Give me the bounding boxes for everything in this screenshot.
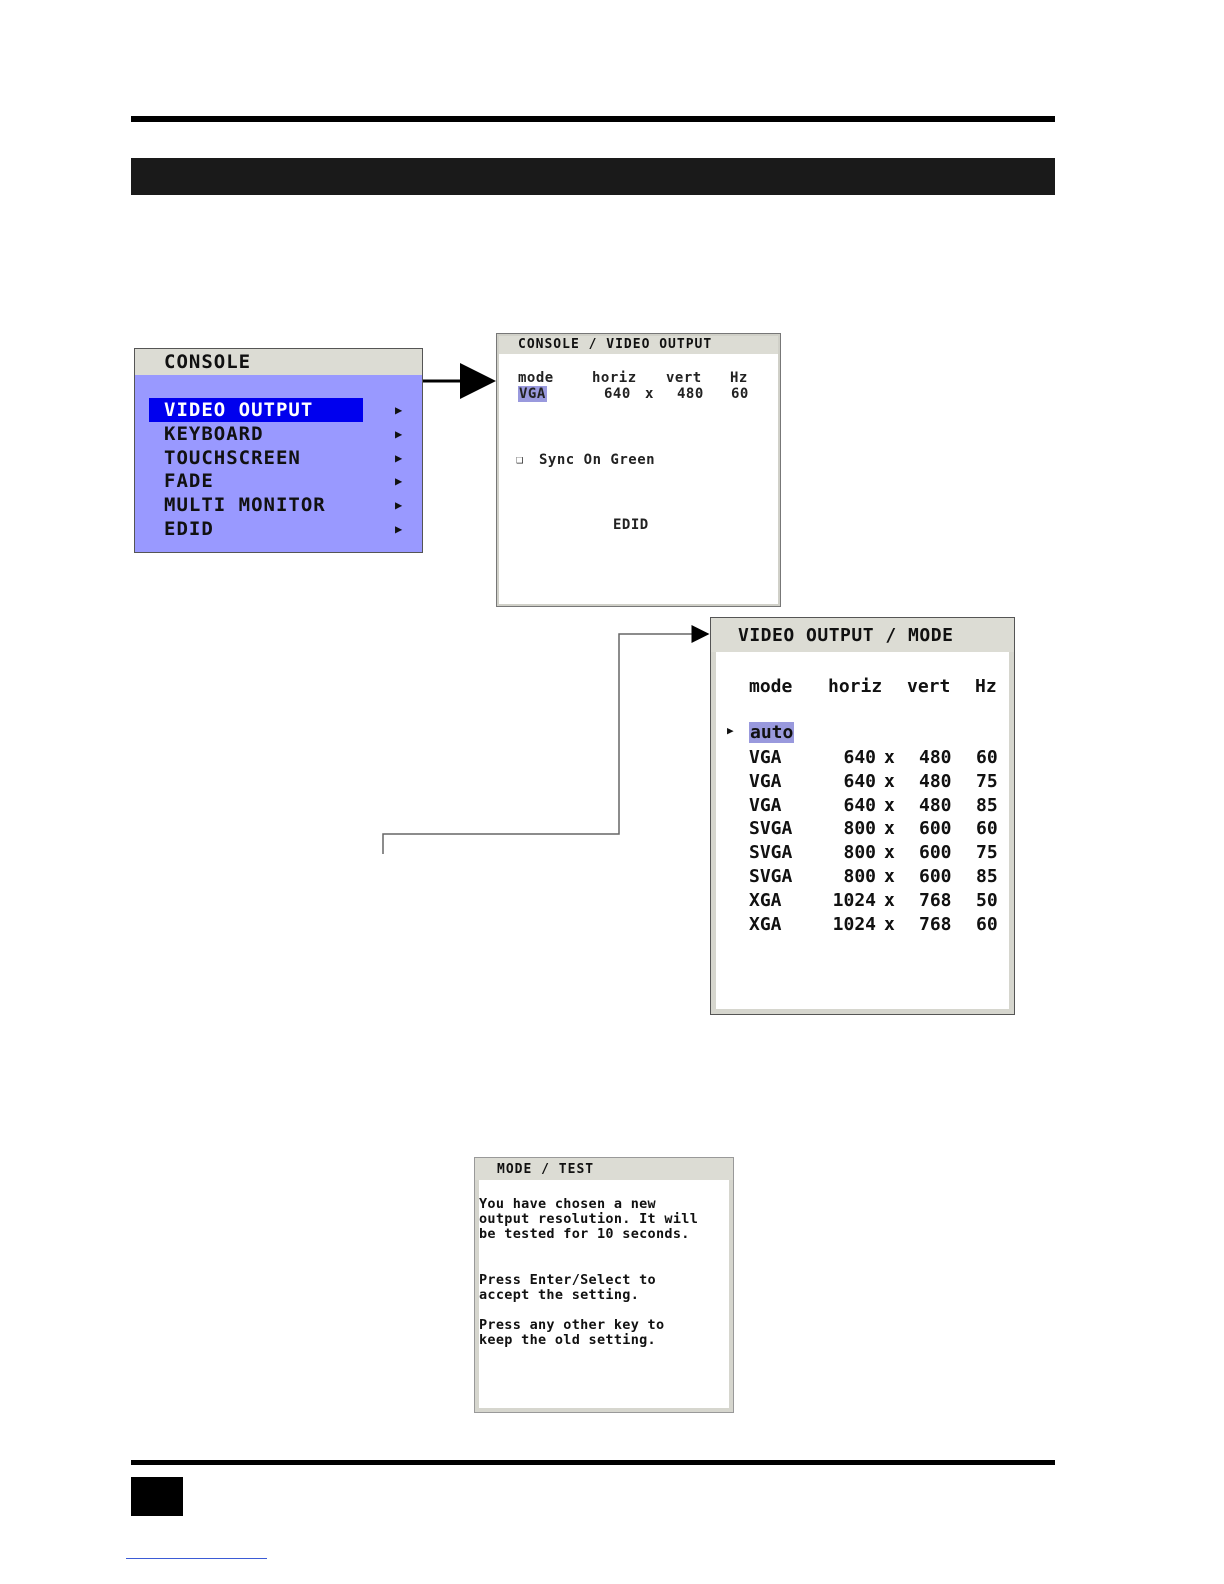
horiz-value: 640	[843, 770, 876, 792]
submenu-arrow-icon: ▶	[395, 451, 404, 465]
horiz-value: 800	[843, 866, 876, 887]
menu-item-label: VIDEO OUTPUT	[149, 398, 363, 422]
hz-value: 85	[976, 866, 998, 887]
mode-option-row[interactable]	[716, 865, 1006, 889]
current-vert-value: 480	[677, 386, 704, 402]
col-header-horiz: horiz	[592, 370, 637, 386]
video-output-to-mode-arrow	[383, 634, 708, 854]
hz-value: 85	[976, 794, 998, 816]
mode-name: VGA	[749, 794, 782, 816]
submenu-arrow-icon: ▶	[395, 498, 404, 512]
mode-name: SVGA	[749, 842, 793, 864]
mode-option-row[interactable]	[716, 746, 1006, 770]
mode-name: SVGA	[749, 818, 793, 840]
mode-option-row[interactable]	[716, 794, 1006, 818]
mode-test-title: MODE / TEST	[475, 1158, 733, 1180]
col-header-mode: mode	[518, 370, 554, 386]
mode-name: VGA	[749, 747, 782, 768]
console-menu	[134, 348, 423, 553]
menu-item-label: EDID	[164, 518, 214, 540]
submenu-arrow-icon: ▶	[395, 403, 404, 417]
edid-button[interactable]: EDID	[613, 517, 649, 533]
test-text-line: output resolution. It will	[479, 1211, 699, 1227]
mode-option-row[interactable]	[716, 889, 1006, 913]
col-header-mode: mode	[749, 676, 793, 697]
vert-value: 768	[919, 889, 952, 911]
vert-value: 768	[919, 913, 952, 935]
mode-name: XGA	[749, 913, 782, 935]
current-horiz-value: 640	[604, 386, 631, 402]
x-separator: x	[884, 747, 895, 768]
test-text-line: Press Enter/Select to	[479, 1272, 656, 1288]
mode-name: XGA	[749, 889, 782, 911]
pointer-icon: ▶	[727, 724, 734, 737]
x-separator: x	[884, 866, 895, 887]
vert-value: 600	[919, 842, 952, 864]
menu-item-label: TOUCHSCREEN	[164, 447, 301, 469]
menu-item-label: KEYBOARD	[164, 423, 264, 445]
menu-item-multi-monitor[interactable]	[149, 493, 409, 517]
horiz-value: 640	[843, 747, 876, 768]
current-x: x	[645, 386, 654, 402]
hz-value: 75	[976, 842, 998, 864]
horiz-value: 800	[843, 842, 876, 864]
col-header-horiz: horiz	[828, 676, 883, 697]
menu-item-label: MULTI MONITOR	[164, 494, 326, 516]
submenu-arrow-icon: ▶	[395, 474, 404, 488]
menu-item-edid[interactable]	[149, 517, 409, 541]
mode-name: SVGA	[749, 866, 793, 887]
test-text-line: accept the setting.	[479, 1287, 640, 1303]
console-menu-title: CONSOLE	[135, 349, 422, 375]
hz-value: 60	[976, 818, 998, 840]
vert-value: 600	[919, 866, 952, 887]
mode-name: VGA	[749, 770, 782, 792]
mode-test-panel	[475, 1158, 733, 1412]
mode-option-row[interactable]	[716, 841, 1006, 865]
x-separator: x	[884, 889, 895, 911]
hz-value: 60	[976, 913, 998, 935]
horiz-value: 1024	[832, 913, 876, 935]
menu-item-fade[interactable]	[149, 469, 409, 493]
video-output-panel	[497, 334, 780, 606]
mode-option-row[interactable]	[716, 913, 1006, 937]
mode-panel	[711, 618, 1014, 1014]
col-header-hz: Hz	[730, 370, 748, 386]
x-separator: x	[884, 913, 895, 935]
col-header-hz: Hz	[975, 676, 997, 697]
mode-panel-title: VIDEO OUTPUT / MODE	[711, 618, 1014, 652]
col-header-vert: vert	[666, 370, 702, 386]
menu-item-video-output[interactable]	[149, 398, 409, 422]
hz-value: 50	[976, 889, 998, 911]
hz-value: 75	[976, 770, 998, 792]
menu-item-touchscreen[interactable]	[149, 446, 409, 470]
test-text-line: Press any other key to	[479, 1317, 665, 1333]
hz-value: 60	[976, 747, 998, 768]
test-text-line: be tested for 10 seconds.	[479, 1226, 690, 1242]
horiz-value: 800	[843, 818, 876, 840]
horiz-value: 1024	[832, 889, 876, 911]
submenu-arrow-icon: ▶	[395, 522, 404, 536]
menu-item-label: FADE	[164, 470, 214, 492]
current-hz-value: 60	[731, 386, 749, 402]
vert-value: 480	[919, 794, 952, 816]
test-text-line: You have chosen a new	[479, 1196, 656, 1212]
x-separator: x	[884, 770, 895, 792]
mode-option-row[interactable]	[716, 817, 1006, 841]
vert-value: 480	[919, 747, 952, 768]
col-header-vert: vert	[907, 676, 951, 697]
sync-on-green-label: Sync On Green	[539, 452, 656, 468]
video-output-title: CONSOLE / VIDEO OUTPUT	[499, 336, 778, 354]
x-separator: x	[884, 818, 895, 840]
x-separator: x	[884, 842, 895, 864]
test-text-line: keep the old setting.	[479, 1332, 656, 1348]
submenu-arrow-icon: ▶	[395, 427, 404, 441]
current-mode-value[interactable]: VGA	[519, 386, 546, 402]
mode-option-auto[interactable]: auto	[750, 722, 794, 743]
checkbox-icon[interactable]: ❑	[516, 452, 524, 466]
x-separator: x	[884, 794, 895, 816]
vert-value: 480	[919, 770, 952, 792]
vert-value: 600	[919, 818, 952, 840]
horiz-value: 640	[843, 794, 876, 816]
menu-item-keyboard[interactable]	[149, 422, 409, 446]
mode-option-row[interactable]	[716, 770, 1006, 794]
